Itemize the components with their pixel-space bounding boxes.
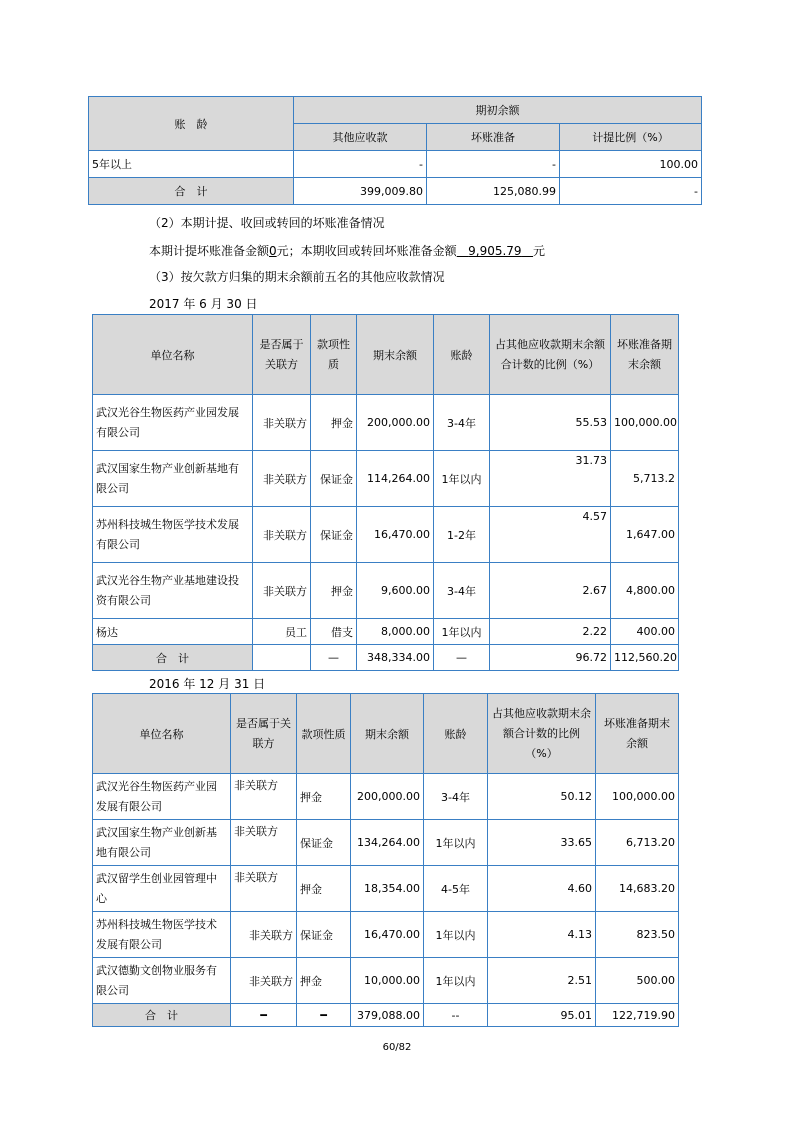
cell-related: 员工	[253, 619, 311, 645]
header-allowance: 坏账准备期末余额	[611, 315, 679, 395]
header-aging: 账 龄	[89, 97, 294, 151]
cell-percent: 4.60	[488, 866, 596, 912]
cell-name: 武汉德勤文创物业服务有限公司	[93, 958, 231, 1004]
table2-date: 2017 年 6 月 30 日	[149, 297, 258, 311]
header-percent: 占其他应收款期末余额合计数的比例（%）	[488, 694, 596, 774]
cell-related	[253, 645, 311, 671]
cell-allowance: 14,683.20	[596, 866, 679, 912]
cell-percent: 4.57	[490, 507, 611, 563]
top5-receivables-2016-table	[92, 693, 679, 1027]
table-row	[89, 151, 702, 178]
table-row	[93, 958, 679, 1004]
cell-name: 武汉国家生物产业创新基地有限公司	[93, 820, 231, 866]
table3-date: 2016 年 12 月 31 日	[149, 677, 266, 691]
cell-percent: 4.13	[488, 912, 596, 958]
total-row	[93, 645, 679, 671]
total-row	[93, 1004, 679, 1027]
cell-nature: 押金	[297, 866, 351, 912]
cell-nature: 保证金	[311, 451, 357, 507]
cell-aging: 合 计	[89, 178, 294, 205]
cell-percent: 55.53	[490, 395, 611, 451]
header-related: 是否属于关联方	[231, 694, 297, 774]
cell-aging: 1年以内	[434, 451, 490, 507]
cell-name: 合 计	[93, 1004, 231, 1027]
cell-balance: 348,334.00	[357, 645, 434, 671]
cell-allowance: 112,560.20	[611, 645, 679, 671]
page-number: 60/82	[382, 1042, 412, 1053]
table-row	[93, 507, 679, 563]
cell-aging: 3-4年	[424, 774, 488, 820]
cell-percent: 50.12	[488, 774, 596, 820]
cell-percent: 2.67	[490, 563, 611, 619]
header-name: 单位名称	[93, 315, 253, 395]
cell-allowance: 100,000.00	[611, 395, 679, 451]
header-related: 是否属于关联方	[253, 315, 311, 395]
header-balance: 期末余额	[357, 315, 434, 395]
total-row	[89, 178, 702, 205]
cell-aging: 5年以上	[89, 151, 294, 178]
cell-name: 武汉留学生创业园管理中心	[93, 866, 231, 912]
cell-nature: 押金	[311, 563, 357, 619]
cell-percent: 96.72	[490, 645, 611, 671]
table-row	[93, 912, 679, 958]
opening-balance-table	[88, 96, 702, 205]
cell-nature: ━	[297, 1004, 351, 1027]
cell-aging: 1年以内	[434, 619, 490, 645]
cell-receivable: 399,009.80	[294, 178, 427, 205]
header-bad-debt-allowance: 坏账准备	[427, 124, 560, 151]
section-3-heading: （3）按欠款方归集的期末余额前五名的其他应收款情况	[149, 270, 445, 284]
provision-suffix: 元	[533, 244, 546, 258]
cell-allowance: 5,713.2	[611, 451, 679, 507]
header-balance: 期末余额	[351, 694, 424, 774]
cell-allowance: 823.50	[596, 912, 679, 958]
cell-aging: 3-4年	[434, 395, 490, 451]
table-row	[93, 395, 679, 451]
cell-balance: 16,470.00	[357, 507, 434, 563]
cell-nature: 借支	[311, 619, 357, 645]
cell-aging: 1年以内	[424, 958, 488, 1004]
cell-allowance: 400.00	[611, 619, 679, 645]
cell-balance: 9,600.00	[357, 563, 434, 619]
cell-nature: 保证金	[297, 820, 351, 866]
cell-balance: 200,000.00	[357, 395, 434, 451]
cell-balance: 8,000.00	[357, 619, 434, 645]
cell-name: 杨达	[93, 619, 253, 645]
table-row	[93, 451, 679, 507]
header-aging: 账龄	[434, 315, 490, 395]
cell-allowance: 4,800.00	[611, 563, 679, 619]
table-row	[93, 866, 679, 912]
provision-amount: 0	[269, 244, 277, 258]
cell-aging: 1-2年	[434, 507, 490, 563]
cell-percent: 95.01	[488, 1004, 596, 1027]
cell-name: 苏州科技城生物医学技术发展有限公司	[93, 507, 253, 563]
header-other-receivable: 其他应收款	[294, 124, 427, 151]
cell-related: 非关联方	[231, 866, 297, 912]
cell-aging: —	[434, 645, 490, 671]
cell-allowance: 100,000.00	[596, 774, 679, 820]
cell-related: 非关联方	[231, 912, 297, 958]
cell-ratio: 100.00	[560, 151, 702, 178]
cell-receivable: -	[294, 151, 427, 178]
cell-nature: 保证金	[297, 912, 351, 958]
header-provision-ratio: 计提比例（%）	[560, 124, 702, 151]
cell-percent: 2.22	[490, 619, 611, 645]
cell-related: 非关联方	[253, 395, 311, 451]
cell-name: 合 计	[93, 645, 253, 671]
table-row	[93, 774, 679, 820]
header-aging: 账龄	[424, 694, 488, 774]
header-allowance: 坏账准备期末余额	[596, 694, 679, 774]
cell-name: 苏州科技城生物医学技术发展有限公司	[93, 912, 231, 958]
cell-percent: 31.73	[490, 451, 611, 507]
cell-aging: --	[424, 1004, 488, 1027]
table-row	[93, 820, 679, 866]
cell-allowance: 125,080.99	[427, 178, 560, 205]
cell-balance: 16,470.00	[351, 912, 424, 958]
cell-related: 非关联方	[253, 507, 311, 563]
cell-name: 武汉光谷生物医药产业园发展有限公司	[93, 774, 231, 820]
cell-name: 武汉光谷生物产业基地建设投资有限公司	[93, 563, 253, 619]
cell-related: 非关联方	[253, 563, 311, 619]
table-row	[93, 619, 679, 645]
cell-balance: 114,264.00	[357, 451, 434, 507]
recovered-amount: 9,905.79	[468, 244, 522, 258]
cell-allowance: 1,647.00	[611, 507, 679, 563]
table-row	[93, 563, 679, 619]
cell-aging: 4-5年	[424, 866, 488, 912]
cell-ratio: -	[560, 178, 702, 205]
cell-related: 非关联方	[231, 820, 297, 866]
cell-balance: 18,354.00	[351, 866, 424, 912]
cell-name: 武汉国家生物产业创新基地有限公司	[93, 451, 253, 507]
header-name: 单位名称	[93, 694, 231, 774]
cell-related: 非关联方	[231, 774, 297, 820]
cell-balance: 200,000.00	[351, 774, 424, 820]
cell-nature: —	[311, 645, 357, 671]
cell-related: 非关联方	[231, 958, 297, 1004]
cell-nature: 押金	[311, 395, 357, 451]
provision-prefix: 本期计提坏账准备金额	[149, 244, 270, 258]
cell-allowance: 122,719.90	[596, 1004, 679, 1027]
provision-mid: 元；本期收回或转回坏账准备金额	[276, 244, 457, 258]
cell-related: 非关联方	[253, 451, 311, 507]
top5-receivables-2017-table	[92, 314, 679, 671]
cell-balance: 379,088.00	[351, 1004, 424, 1027]
cell-percent: 2.51	[488, 958, 596, 1004]
cell-allowance: 6,713.20	[596, 820, 679, 866]
cell-nature: 押金	[297, 774, 351, 820]
cell-aging: 3-4年	[434, 563, 490, 619]
cell-nature: 保证金	[311, 507, 357, 563]
cell-nature: 押金	[297, 958, 351, 1004]
header-nature: 款项性质	[311, 315, 357, 395]
provision-sentence	[149, 242, 545, 259]
cell-aging: 1年以内	[424, 820, 488, 866]
cell-allowance: -	[427, 151, 560, 178]
cell-aging: 1年以内	[424, 912, 488, 958]
cell-percent: 33.65	[488, 820, 596, 866]
header-opening-balance: 期初余额	[294, 97, 702, 124]
cell-name: 武汉光谷生物医药产业园发展有限公司	[93, 395, 253, 451]
header-percent: 占其他应收款期末余额合计数的比例（%）	[490, 315, 611, 395]
cell-balance: 10,000.00	[351, 958, 424, 1004]
cell-balance: 134,264.00	[351, 820, 424, 866]
section-2-heading: （2）本期计提、收回或转回的坏账准备情况	[149, 216, 385, 230]
cell-related: ━	[231, 1004, 297, 1027]
cell-allowance: 500.00	[596, 958, 679, 1004]
header-nature: 款项性质	[297, 694, 351, 774]
